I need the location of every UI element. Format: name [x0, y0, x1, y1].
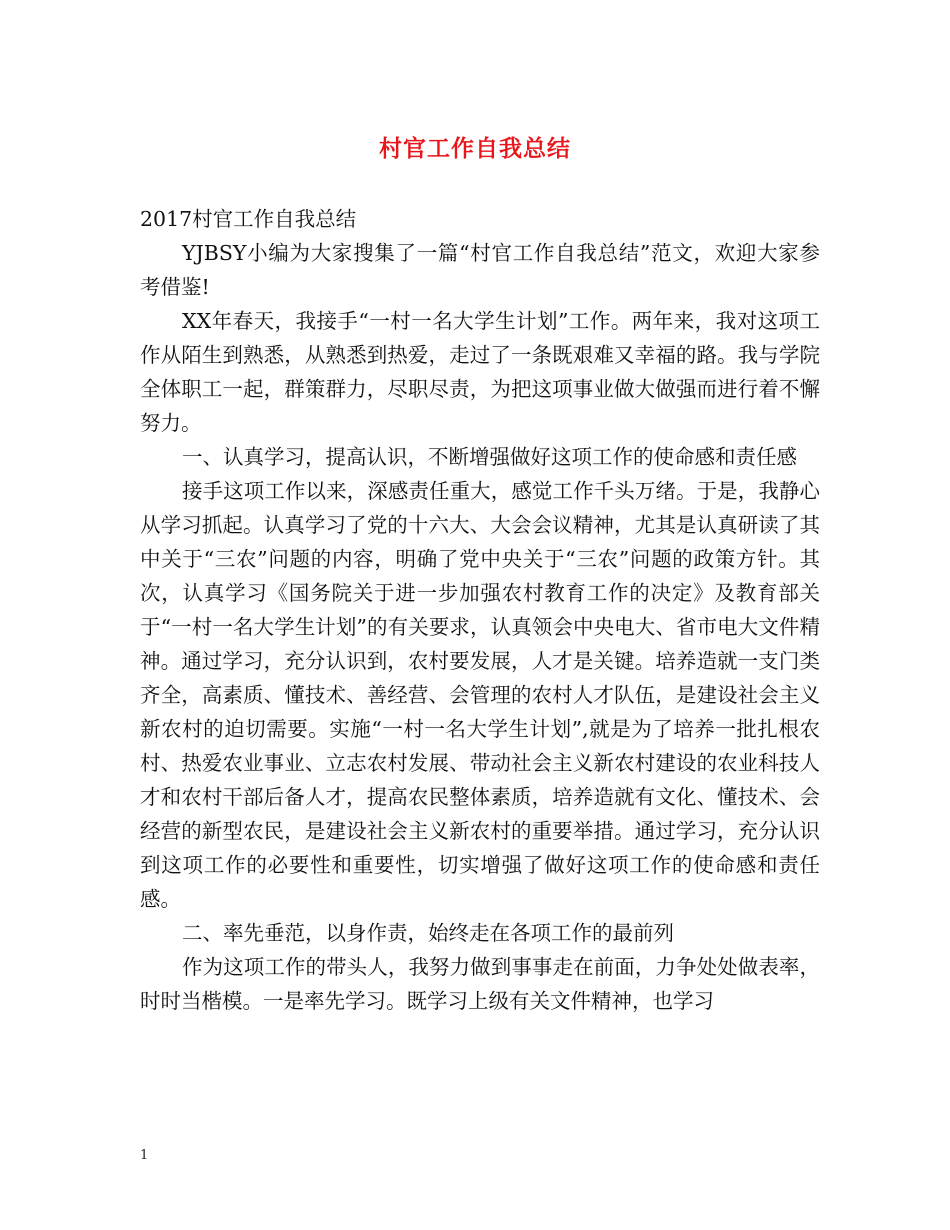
page-number: 1 [140, 1148, 149, 1163]
document-title: 村官工作自我总结 [379, 135, 571, 162]
section-heading: 一、认真学习，提高认识，不断增强做好这项工作的使命感和责任感 [182, 445, 797, 469]
body-paragraph: 接手这项工作以来，深感责任重大，感觉工作千头万绪。于是，我静心从学习抓起。认真学习了党的十六大、大会会议精神，尤其是认真研读了其中关于“三农”问题的内容，明确了党中央关于“三农”问题的政策方针。其次，认真学习《国务院关于进一步加强农村教育工作的决定》及教育部关于“一村一名大学生计划”的有关要求，认真领会中央电大、省市电大文件精神。通过学习，充分认识到，农村要发展，人才是关键。培养造就一支门类齐全，高素质、懂技术、善经营、会管理的农村人才队伍，是建设社会主义新农村的迫切需要。实施“一村一名大学生计划”,就是为了培养一批扎根农村、热爱农业事业、立志农村发展、带动社会主义新农村建设的农业科技人才和农村干部后备人才，提高农民整体素质，培养造就有文化、懂技术、会经营的新型农民，是建设社会主义新农村的重要举措。通过学习，充分认识到这项工作的必要性和重要性，切实增强了做好这项工作的使命感和责任感。 [140, 479, 820, 911]
intro-paragraph: YJBSY小编为大家搜集了一篇“村官工作自我总结”范文，欢迎大家参考借鉴! [140, 241, 820, 299]
subtitle-paragraph: 2017村官工作自我总结 [140, 207, 357, 231]
document-body [140, 202, 820, 1018]
body-paragraph: 作为这项工作的带头人，我努力做到事事走在前面，力争处处做表率，时时当楷模。一是率先学习。既学习上级有关文件精神，也学习 [140, 955, 820, 1013]
body-paragraph: XX年春天，我接手“一村一名大学生计划”工作。两年来，我对这项工作从陌生到熟悉，从熟悉到热爱，走过了一条既艰难又幸福的路。我与学院全体职工一起，群策群力，尽职尽责，为把这项事业做大做强而进行着不懈努力。 [140, 309, 820, 435]
section-heading: 二、率先垂范，以身作责，始终走在各项工作的最前列 [182, 921, 674, 945]
